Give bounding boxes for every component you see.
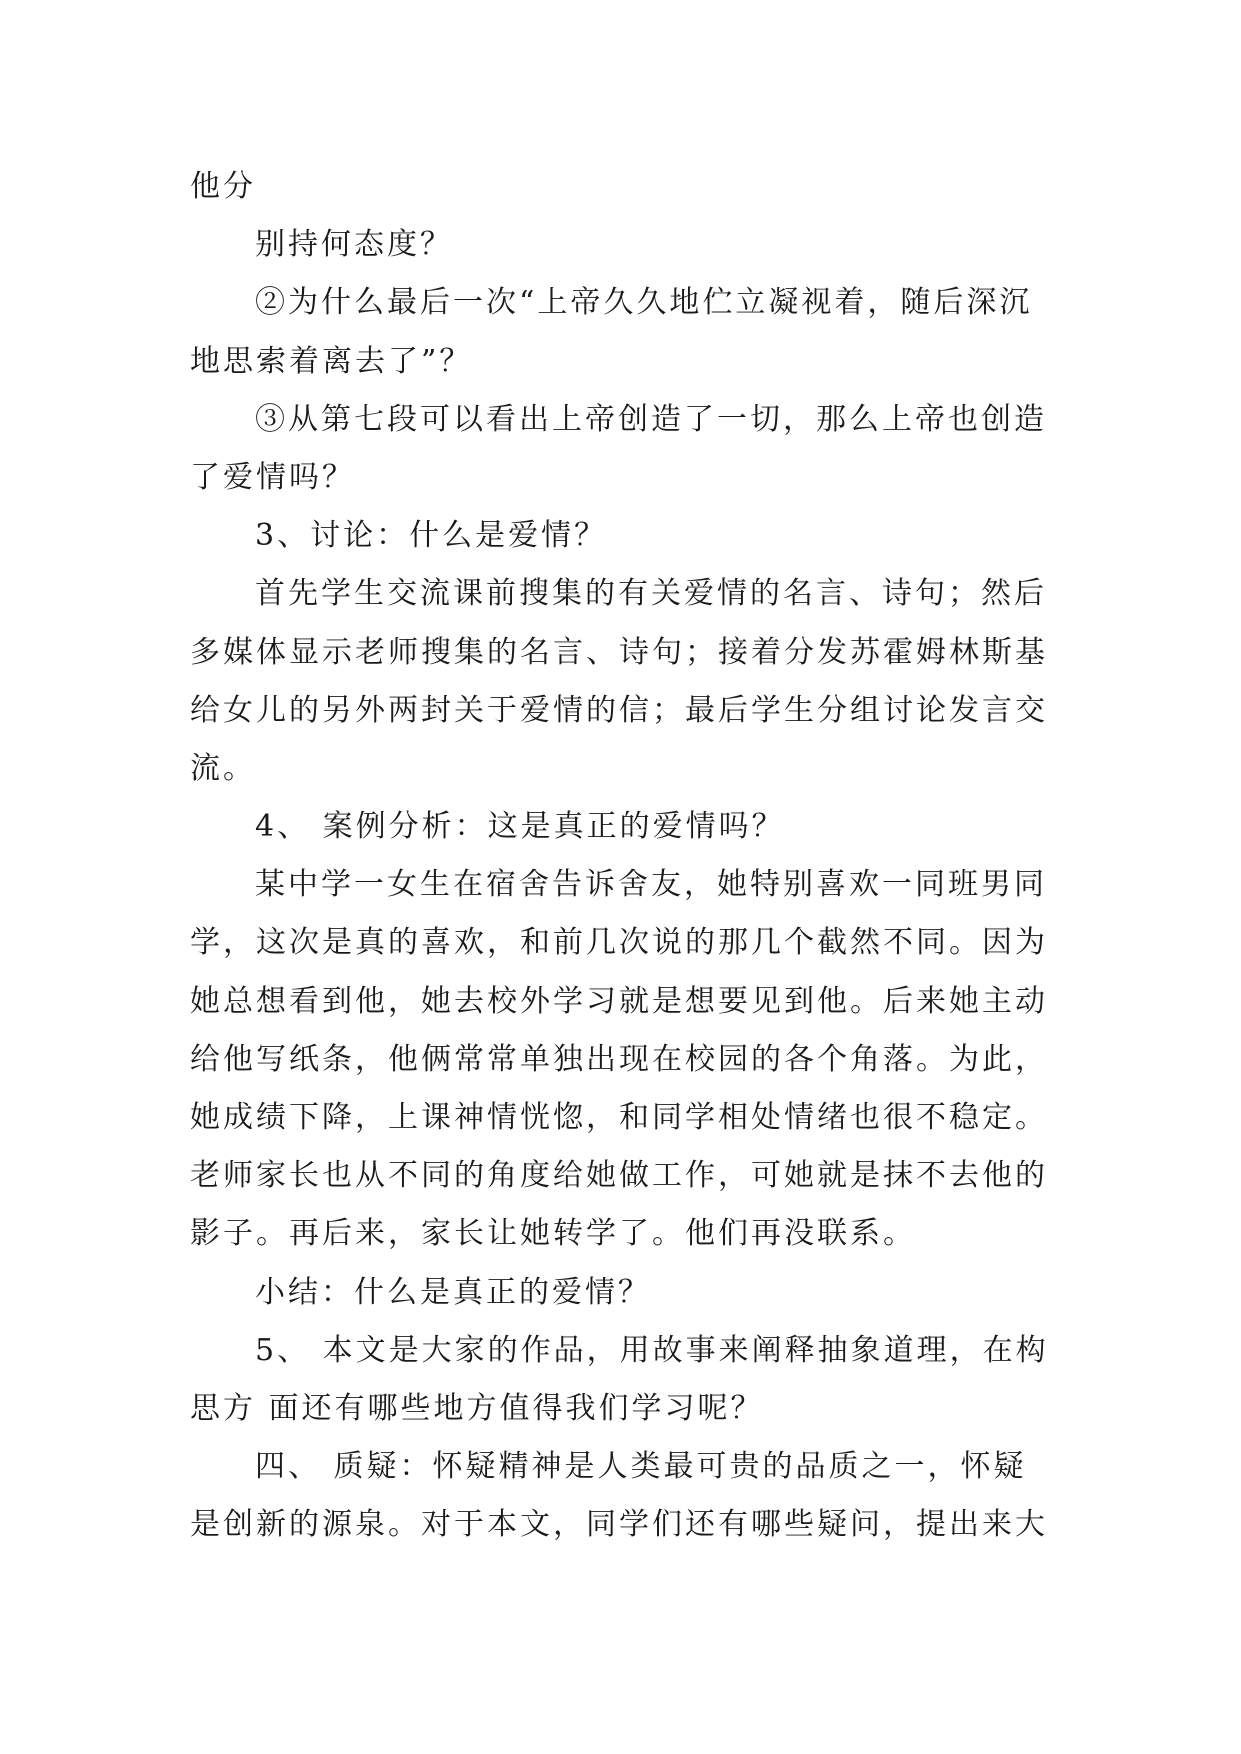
text-line: 思方 面还有哪些地方值得我们学习呢？ bbox=[190, 1390, 764, 1426]
text-line: 四、 质疑：怀疑精神是人类最可贵的品质之一，怀疑 bbox=[255, 1449, 1027, 1485]
text-line: 学，这次是真的喜欢，和前几次说的那几个截然不同。因为 bbox=[190, 925, 1048, 961]
text-line: 流。 bbox=[190, 750, 256, 786]
text-line: 小结：什么是真正的爱情？ bbox=[255, 1274, 651, 1310]
text-line: 5、 本文是大家的作品，用故事来阐释抽象道理，在构 bbox=[255, 1332, 1049, 1368]
text-line: ②为什么最后一次“上帝久久地伫立凝视着，随后深沉 bbox=[255, 285, 1033, 321]
text-line: 他分 bbox=[190, 169, 256, 204]
text-line: 老师家长也从不同的角度给她做工作，可她就是抹不去他的 bbox=[190, 1158, 1048, 1194]
text-line: 影子。再后来，家长让她转学了。他们再没联系。 bbox=[190, 1216, 916, 1252]
text-line: 她总想看到他，她去校外学习就是想要见到他。后来她主动 bbox=[190, 983, 1048, 1019]
text-line: 某中学一女生在宿舍告诉舍友，她特别喜欢一同班男同 bbox=[255, 867, 1047, 903]
text-line: 3、讨论：什么是爱情？ bbox=[255, 518, 608, 554]
text-line: 别持何态度？ bbox=[255, 227, 453, 263]
text-line: 给女儿的另外两封关于爱情的信；最后学生分组讨论发言交 bbox=[190, 692, 1048, 728]
text-line: 4、 案例分析：这是真正的爱情吗？ bbox=[255, 809, 785, 845]
text-line: ③从第七段可以看出上帝创造了一切，那么上帝也创造 bbox=[255, 401, 1047, 437]
text-line: 她成绩下降，上课神情恍惚，和同学相处情绪也很不稳定。 bbox=[190, 1100, 1048, 1135]
text-line: 了爱情吗？ bbox=[190, 459, 355, 495]
text-line: 是创新的源泉。对于本文，同学们还有哪些疑问，提出来大 bbox=[190, 1507, 1048, 1543]
text-line: 给他写纸条，他俩常常单独出现在校园的各个角落。为此， bbox=[190, 1041, 1048, 1077]
text-line: 首先学生交流课前搜集的有关爱情的名言、诗句；然后 bbox=[255, 576, 1047, 612]
document-body bbox=[190, 158, 1060, 1555]
text-line: 地思索着离去了”？ bbox=[190, 343, 473, 379]
text-line: 多媒体显示老师搜集的名言、诗句；接着分发苏霍姆林斯基 bbox=[190, 634, 1048, 670]
